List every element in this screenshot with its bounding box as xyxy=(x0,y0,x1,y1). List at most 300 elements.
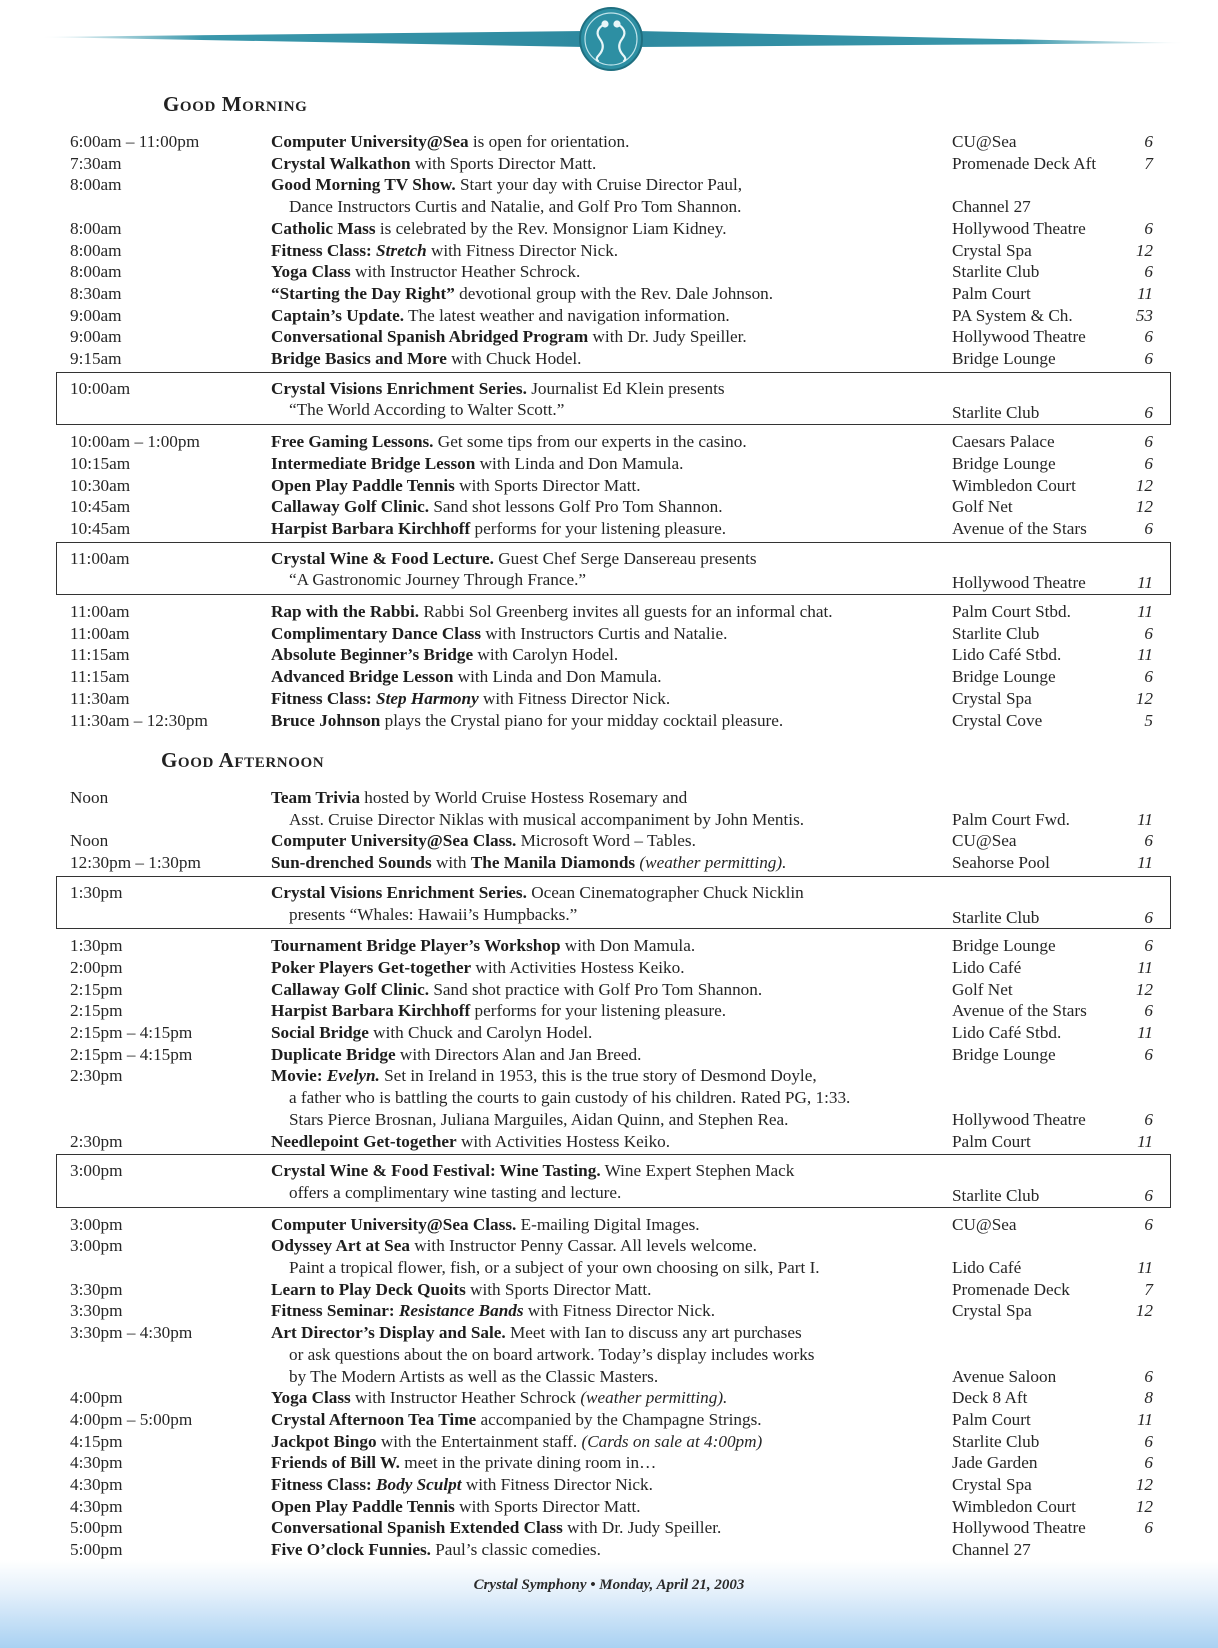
event-description xyxy=(271,174,742,196)
event-location: CU@Sea xyxy=(952,132,1017,151)
event-row xyxy=(0,1322,1218,1344)
event-title: Rap with the Rabbi. xyxy=(271,602,420,621)
event-time: 5:00pm xyxy=(70,1540,123,1560)
event-title: Computer University@Sea Class. xyxy=(271,831,517,851)
event-time: 3:00pm xyxy=(70,1214,123,1234)
event-title: Open Play Paddle Tennis xyxy=(271,475,455,495)
event-time: 2:30pm xyxy=(70,1066,123,1086)
event-title: Crystal Afternoon Tea Time xyxy=(271,1409,477,1429)
event-location-row xyxy=(0,601,1218,623)
event-time: 2:00pm xyxy=(70,957,123,977)
event-location: Avenue of the Stars xyxy=(952,518,1087,538)
footer-band xyxy=(0,1560,1218,1648)
event-title-italic: Body Sculpt xyxy=(376,1475,462,1494)
event-title: Callaway Golf Clinic. xyxy=(271,497,430,517)
event-time: 6:00am – 11:00pm xyxy=(70,132,200,151)
event-title: Fitness Class: xyxy=(271,688,377,708)
event-location: Bridge Lounge xyxy=(952,349,1056,368)
event-title: Sun-drenched Sounds xyxy=(271,853,432,873)
event-location: Starlite Club xyxy=(952,262,1040,282)
event-location-row xyxy=(0,1366,1218,1388)
event-description xyxy=(271,787,687,809)
event-location-row xyxy=(0,907,1218,929)
event-time: 1:30pm xyxy=(70,882,123,902)
event-deck: 6 xyxy=(1144,518,1153,538)
event-detail: with the Entertainment staff. xyxy=(376,1431,582,1451)
event-deck: 11 xyxy=(1137,1409,1153,1429)
event-location: Palm Court Stbd. xyxy=(952,602,1071,621)
event-detail: with Sports Director Matt. xyxy=(454,475,641,495)
event-title: Crystal Visions Enrichment Series. xyxy=(271,378,527,398)
event-deck: 12 xyxy=(1135,1475,1153,1494)
event-deck: 6 xyxy=(1144,1044,1153,1064)
event-detail: accompanied by the Champagne Strings. xyxy=(476,1409,762,1429)
event-title: Yoga Class xyxy=(271,1388,351,1408)
event-location-row xyxy=(0,1539,1218,1561)
event-title: Fitness Class: xyxy=(271,240,377,260)
event-time: 11:15am xyxy=(70,667,130,687)
event-location: Starlite Club xyxy=(952,907,1040,927)
event-time: 11:30am xyxy=(70,688,130,708)
event-deck: 6 xyxy=(1144,403,1153,423)
event-time: 10:45am xyxy=(70,518,131,538)
event-location: Crystal Spa xyxy=(952,240,1032,260)
event-time: 8:30am xyxy=(70,283,122,303)
event-time: 3:30pm xyxy=(70,1301,123,1321)
event-description xyxy=(271,1235,757,1257)
event-detail: with Directors Alan and Jan Breed. xyxy=(395,1044,642,1064)
event-title: Poker Players Get-together xyxy=(271,957,472,977)
event-detail: Start your day with Cruise Director Paul, xyxy=(455,175,743,195)
event-location-row xyxy=(0,1452,1218,1474)
event-detail: with Sports Director Matt. xyxy=(454,1496,641,1516)
event-description xyxy=(271,1065,817,1087)
event-detail: with Instructor Heather Schrock. xyxy=(350,262,581,282)
event-title: Conversational Spanish Extended Class xyxy=(271,1518,563,1538)
event-deck: 6 xyxy=(1144,349,1153,368)
event-detail: performs for your listening pleasure. xyxy=(470,1001,727,1021)
event-detail: with xyxy=(431,853,471,873)
header-ornament xyxy=(0,0,1218,80)
footer-caption: Crystal Symphony • Monday, April 21, 2003 xyxy=(473,1577,745,1593)
event-title: Harpist Barbara Kirchhoff xyxy=(271,1001,471,1021)
event-detail: with Fitness Director Nick. xyxy=(426,240,619,260)
event-detail: is open for orientation. xyxy=(468,132,630,151)
event-deck: 11 xyxy=(1137,853,1153,873)
event-deck: 11 xyxy=(1137,645,1153,665)
event-location: Promenade Deck xyxy=(952,1279,1070,1299)
event-deck: 6 xyxy=(1144,623,1153,643)
event-time: 9:00am xyxy=(70,327,122,347)
event-detail: hosted by World Cruise Hostess Rosemary and xyxy=(359,788,688,807)
event-deck: 6 xyxy=(1144,1214,1153,1234)
section-title: Good Afternoon xyxy=(161,748,325,772)
event-location: Crystal Spa xyxy=(952,1475,1032,1494)
event-deck: 11 xyxy=(1137,283,1153,303)
event-location-row xyxy=(0,496,1218,518)
event-deck: 6 xyxy=(1144,132,1153,151)
event-location: Bridge Lounge xyxy=(952,453,1056,473)
event-deck: 11 xyxy=(1137,1258,1153,1277)
event-location: Lido Café xyxy=(952,1258,1022,1277)
event-location: Crystal Spa xyxy=(952,1301,1032,1321)
event-title: Conversational Spanish Abridged Program xyxy=(271,327,589,347)
event-time: 2:15pm xyxy=(70,979,123,999)
event-title: Free Gaming Lessons. xyxy=(271,432,434,452)
event-row xyxy=(0,548,1218,570)
event-location: Avenue Saloon xyxy=(952,1366,1057,1386)
event-location-row xyxy=(0,240,1218,262)
event-deck: 12 xyxy=(1135,475,1153,495)
event-location: Bridge Lounge xyxy=(952,667,1056,687)
event-location: CU@Sea xyxy=(952,1214,1017,1234)
event-time: 10:30am xyxy=(70,475,131,495)
event-location: Avenue of the Stars xyxy=(952,1001,1087,1021)
event-detail-continued: or ask questions about the on board artwork. Today’s display includes works xyxy=(289,1344,815,1364)
event-deck: 6 xyxy=(1144,453,1153,473)
event-detail-continued: “A Gastronomic Journey Through France.” xyxy=(289,570,587,590)
event-detail: Sand shot lessons Golf Pro Tom Shannon. xyxy=(429,497,723,517)
event-deck: 12 xyxy=(1135,979,1153,999)
event-title: Crystal Wine & Food Lecture. xyxy=(271,548,494,568)
event-detail: with Chuck and Carolyn Hodel. xyxy=(368,1023,593,1042)
event-detail-continued: Asst. Cruise Director Niklas with musical accompaniment by John Mentis. xyxy=(289,809,805,829)
event-location: Seahorse Pool xyxy=(952,853,1050,873)
event-detail-continued: offers a complimentary wine tasting and lecture. xyxy=(289,1182,622,1202)
event-time: 1:30pm xyxy=(70,936,123,956)
event-detail-continued: Dance Instructors Curtis and Natalie, and Golf Pro Tom Shannon. xyxy=(289,197,742,217)
event-detail: devotional group with the Rev. Dale Johnson. xyxy=(454,283,774,303)
event-location-row xyxy=(0,1257,1218,1279)
event-location-row xyxy=(0,572,1218,594)
event-time: Noon xyxy=(70,788,109,807)
event-time: 10:45am xyxy=(70,497,131,517)
event-detail: is celebrated by the Rev. Monsignor Liam Kidney. xyxy=(375,218,727,238)
event-deck: 53 xyxy=(1135,305,1153,325)
event-detail: plays the Crystal piano for your midday cocktail pleasure. xyxy=(380,710,784,730)
event-detail: with Instructors Curtis and Natalie. xyxy=(481,623,728,643)
event-deck: 6 xyxy=(1144,831,1153,851)
event-deck: 8 xyxy=(1144,1388,1153,1408)
event-title: Harpist Barbara Kirchhoff xyxy=(271,518,471,538)
event-location: Hollywood Theatre xyxy=(952,1109,1086,1129)
event-location: Starlite Club xyxy=(952,1185,1040,1205)
event-location-row xyxy=(0,261,1218,283)
event-detail: with Sports Director Matt. xyxy=(410,153,597,173)
event-detail: meet in the private dining room in… xyxy=(399,1453,657,1473)
event-detail-continued: by The Modern Artists as well as the Classic Masters. xyxy=(289,1366,659,1386)
event-row xyxy=(0,1160,1218,1182)
event-title: Computer University@Sea xyxy=(271,132,469,151)
event-title: Tournament Bridge Player’s Workshop xyxy=(271,936,561,956)
event-location-row xyxy=(0,1496,1218,1518)
event-time: 5:00pm xyxy=(70,1518,123,1538)
event-location: Hollywood Theatre xyxy=(952,218,1086,238)
event-location: Jade Garden xyxy=(952,1453,1038,1473)
event-time: 11:00am xyxy=(70,548,130,568)
event-deck: 6 xyxy=(1144,1453,1153,1473)
event-location-row xyxy=(0,979,1218,1001)
event-location-row xyxy=(0,688,1218,710)
event-deck: 6 xyxy=(1144,667,1153,687)
event-location: Hollywood Theatre xyxy=(952,327,1086,347)
event-location: Caesars Palace xyxy=(952,432,1055,452)
event-location-row xyxy=(0,518,1218,540)
event-title: “Starting the Day Right” xyxy=(271,283,455,303)
event-row-continued xyxy=(0,1344,1218,1366)
event-detail: with Instructor Penny Cassar. All levels welcome. xyxy=(409,1236,757,1256)
event-detail: Microsoft Word – Tables. xyxy=(516,831,696,851)
event-location-row xyxy=(0,1131,1218,1153)
event-time: 4:30pm xyxy=(70,1453,123,1473)
event-detail: with Linda and Don Mamula. xyxy=(453,667,662,687)
event-location: Palm Court xyxy=(952,1409,1031,1429)
event-description xyxy=(271,378,725,400)
event-location-row xyxy=(0,1279,1218,1301)
event-title: Open Play Paddle Tennis xyxy=(271,1496,455,1516)
event-time: 8:00am xyxy=(70,262,122,282)
event-time: 8:00am xyxy=(70,240,122,260)
event-time: 4:00pm xyxy=(70,1388,123,1408)
event-location-row xyxy=(0,1109,1218,1131)
event-title: Five O’clock Funnies. xyxy=(271,1540,431,1560)
event-detail: with Fitness Director Nick. xyxy=(478,688,671,708)
event-description xyxy=(271,1322,802,1344)
event-time: 2:15pm – 4:15pm xyxy=(70,1023,193,1042)
event-detail: The latest weather and navigation information. xyxy=(404,305,730,325)
event-note: (Cards on sale at 4:00pm) xyxy=(581,1431,763,1451)
event-deck: 6 xyxy=(1144,1001,1153,1021)
event-row xyxy=(0,1235,1218,1257)
event-deck: 12 xyxy=(1135,240,1153,260)
event-detail: Guest Chef Serge Dansereau presents xyxy=(493,548,757,568)
event-time: 4:30pm xyxy=(70,1496,123,1516)
event-location-row xyxy=(0,131,1218,153)
event-title: Odyssey Art at Sea xyxy=(271,1236,410,1256)
event-time: 4:15pm xyxy=(70,1431,123,1451)
event-row xyxy=(0,787,1218,809)
event-time: 9:00am xyxy=(70,305,122,325)
event-location: Channel 27 xyxy=(952,197,1031,217)
event-time: 2:15pm xyxy=(70,1001,123,1021)
event-location: Lido Café Stbd. xyxy=(952,1023,1062,1042)
event-time: 11:15am xyxy=(70,645,130,665)
event-time: 10:15am xyxy=(70,453,131,473)
event-detail-continued: presents “Whales: Hawaii’s Humpbacks.” xyxy=(289,904,578,924)
event-deck: 6 xyxy=(1144,327,1153,347)
event-location: Starlite Club xyxy=(952,1431,1040,1451)
event-location: PA System & Ch. xyxy=(952,305,1073,325)
event-detail: with Linda and Don Mamula. xyxy=(475,453,684,473)
event-location-row xyxy=(0,1474,1218,1496)
event-location-row xyxy=(0,1431,1218,1453)
event-location-row xyxy=(0,453,1218,475)
event-time: 9:15am xyxy=(70,349,122,368)
event-time: 3:30pm – 4:30pm xyxy=(70,1323,193,1343)
event-time: 7:30am xyxy=(70,153,122,173)
event-detail: Meet with Ian to discuss any art purchases xyxy=(505,1323,802,1343)
event-location-row xyxy=(0,1185,1218,1207)
event-time: 11:00am xyxy=(70,623,130,643)
event-detail: Paul’s classic comedies. xyxy=(430,1540,601,1560)
event-location-row xyxy=(0,957,1218,979)
event-location-row xyxy=(0,623,1218,645)
event-title: Art Director’s Display and Sale. xyxy=(271,1323,506,1343)
event-title: Crystal Walkathon xyxy=(271,153,411,173)
event-note: (weather permitting). xyxy=(635,853,787,873)
event-detail: Set in Ireland in 1953, this is the true story of Desmond Doyle, xyxy=(379,1066,817,1086)
event-location: Palm Court xyxy=(952,283,1031,303)
event-location: Wimbledon Court xyxy=(952,1496,1076,1516)
event-location-row xyxy=(0,153,1218,175)
event-time: 8:00am xyxy=(70,175,122,195)
event-time: 2:30pm xyxy=(70,1131,123,1151)
event-location-row xyxy=(0,1387,1218,1409)
event-detail: with Sports Director Matt. xyxy=(465,1279,652,1299)
event-detail: Ocean Cinematographer Chuck Nicklin xyxy=(526,882,804,902)
event-title: Intermediate Bridge Lesson xyxy=(271,453,476,473)
event-title-italic: Evelyn. xyxy=(326,1066,380,1086)
event-deck: 6 xyxy=(1144,1109,1153,1129)
event-detail-continued: “The World According to Walter Scott.” xyxy=(289,400,565,420)
event-location: Channel 27 xyxy=(952,1540,1031,1560)
event-location: Golf Net xyxy=(952,979,1013,999)
event-title: Movie: xyxy=(271,1066,327,1086)
event-location-row xyxy=(0,710,1218,732)
event-description xyxy=(271,548,757,570)
event-time: 10:00am – 1:00pm xyxy=(70,432,200,452)
event-deck: 12 xyxy=(1135,688,1153,708)
event-time: 2:15pm – 4:15pm xyxy=(70,1044,193,1064)
event-location-row xyxy=(0,1300,1218,1322)
event-time: 10:00am xyxy=(70,378,131,398)
event-location: Deck 8 Aft xyxy=(952,1388,1028,1408)
event-title: Learn to Play Deck Quoits xyxy=(271,1279,466,1299)
event-time: 11:00am xyxy=(70,602,130,621)
event-detail: with Activities Hostess Keiko. xyxy=(471,957,685,977)
event-time: 3:00pm xyxy=(70,1161,123,1181)
event-time: 4:30pm xyxy=(70,1475,123,1494)
event-time: 3:30pm xyxy=(70,1279,123,1299)
event-location-row xyxy=(0,852,1218,874)
event-time: 4:00pm – 5:00pm xyxy=(70,1409,193,1429)
event-detail: with Dr. Judy Speiller. xyxy=(562,1518,722,1538)
event-deck: 11 xyxy=(1137,1023,1153,1042)
event-deck: 12 xyxy=(1135,1301,1153,1321)
event-detail: with Don Mamula. xyxy=(560,936,696,956)
event-title: Jackpot Bingo xyxy=(271,1431,377,1451)
event-deck: 6 xyxy=(1144,1518,1153,1538)
event-location-row xyxy=(0,666,1218,688)
event-location-row xyxy=(0,431,1218,453)
event-detail: Get some tips from our experts in the casino. xyxy=(433,432,747,452)
event-deck: 11 xyxy=(1137,809,1153,829)
event-detail: with Dr. Judy Speiller. xyxy=(588,327,747,347)
event-location-row xyxy=(0,1214,1218,1236)
event-title: Complimentary Dance Class xyxy=(271,623,482,643)
event-title: Fitness Seminar: xyxy=(271,1301,399,1321)
event-row xyxy=(0,882,1218,904)
event-deck: 6 xyxy=(1144,907,1153,927)
event-title: Fitness Class: xyxy=(271,1475,377,1494)
event-title: Catholic Mass xyxy=(271,218,376,238)
event-deck: 7 xyxy=(1144,153,1153,173)
event-location-row xyxy=(0,1022,1218,1044)
event-location-row xyxy=(0,475,1218,497)
event-location: Golf Net xyxy=(952,497,1013,517)
event-time: 12:30pm – 1:30pm xyxy=(70,853,201,873)
event-title: Callaway Golf Clinic. xyxy=(271,979,430,999)
event-detail: E-mailing Digital Images. xyxy=(516,1214,700,1234)
event-location: Lido Café Stbd. xyxy=(952,645,1062,665)
event-row xyxy=(0,1065,1218,1087)
event-location-row xyxy=(0,644,1218,666)
event-location-row xyxy=(0,326,1218,348)
event-location: CU@Sea xyxy=(952,831,1017,851)
event-deck: 6 xyxy=(1144,262,1153,282)
event-description xyxy=(271,1160,794,1182)
event-location-row xyxy=(0,305,1218,327)
event-description xyxy=(271,882,804,904)
event-title: Team Trivia xyxy=(271,788,360,807)
event-title: Crystal Visions Enrichment Series. xyxy=(271,882,527,902)
event-location: Crystal Cove xyxy=(952,710,1043,730)
event-location: Bridge Lounge xyxy=(952,936,1056,956)
event-detail: with Fitness Director Nick. xyxy=(461,1475,653,1494)
event-location-row xyxy=(0,1409,1218,1431)
event-location: Promenade Deck Aft xyxy=(952,153,1097,173)
event-location: Palm Court Fwd. xyxy=(952,809,1070,829)
event-location: Bridge Lounge xyxy=(952,1044,1056,1064)
event-location-row xyxy=(0,1044,1218,1066)
event-deck: 7 xyxy=(1144,1279,1153,1299)
section-title: Good Morning xyxy=(163,92,308,116)
event-time: 11:30am – 12:30pm xyxy=(70,710,208,730)
event-location-row xyxy=(0,935,1218,957)
event-title: Crystal Wine & Food Festival: Wine Tasting. xyxy=(271,1161,601,1181)
event-deck: 11 xyxy=(1137,957,1153,977)
event-location-row xyxy=(0,283,1218,305)
event-location: Hollywood Theatre xyxy=(952,573,1086,593)
event-time: 3:00pm xyxy=(70,1236,123,1256)
event-deck: 6 xyxy=(1144,1366,1153,1386)
event-title: Computer University@Sea Class. xyxy=(271,1214,517,1234)
event-detail: Wine Expert Stephen Mack xyxy=(600,1161,795,1181)
event-row-continued xyxy=(0,1087,1218,1109)
event-deck: 11 xyxy=(1137,1131,1153,1151)
event-title: Absolute Beginner’s Bridge xyxy=(271,645,474,665)
event-deck: 6 xyxy=(1144,936,1153,956)
event-title: Friends of Bill W. xyxy=(271,1453,400,1473)
event-location-row xyxy=(0,218,1218,240)
event-detail: Rabbi Sol Greenberg invites all guests for an informal chat. xyxy=(419,602,833,621)
event-location: Crystal Spa xyxy=(952,688,1032,708)
event-note: (weather permitting). xyxy=(580,1388,728,1408)
event-detail-continued: Paint a tropical flower, fish, or a subject of your own choosing on silk, Part I. xyxy=(289,1258,820,1277)
event-location: Palm Court xyxy=(952,1131,1031,1151)
event-title-italic: Resistance Bands xyxy=(398,1301,524,1321)
event-title: Good Morning TV Show. xyxy=(271,175,456,195)
event-deck: 6 xyxy=(1144,1431,1153,1451)
event-location: Starlite Club xyxy=(952,403,1040,423)
event-row xyxy=(0,378,1218,400)
event-title: Social Bridge xyxy=(271,1023,369,1042)
event-detail: with Activities Hostess Keiko. xyxy=(456,1131,671,1151)
event-location-row xyxy=(0,196,1218,218)
event-time: 8:00am xyxy=(70,218,122,238)
event-location-row xyxy=(0,1517,1218,1539)
event-detail: performs for your listening pleasure. xyxy=(470,518,727,538)
